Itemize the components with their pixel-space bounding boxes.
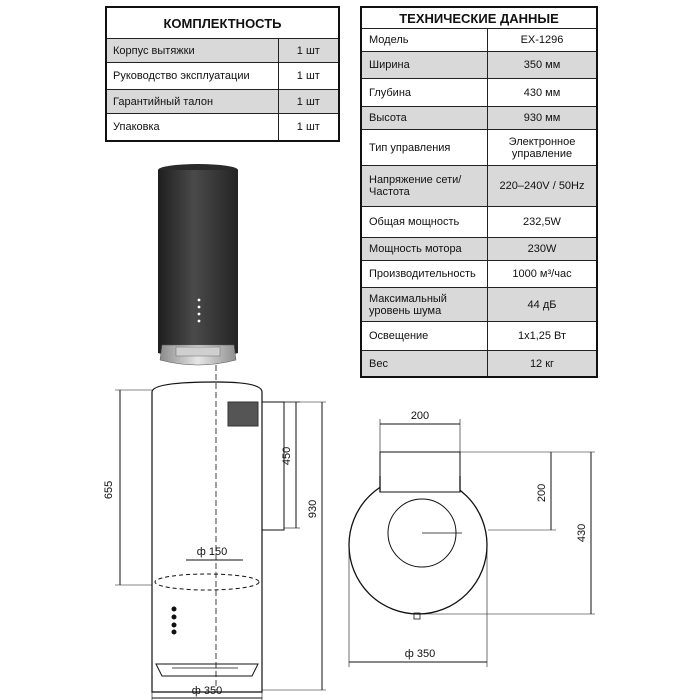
spec-value: 230W <box>488 238 598 261</box>
dim-duct-depth: 200 <box>536 483 548 503</box>
kit-item-name: Руководство эксплуатации <box>106 63 278 90</box>
dim-450: 450 <box>281 446 293 466</box>
spec-value: 12 кг <box>488 351 598 378</box>
dim-930: 930 <box>307 499 319 519</box>
spec-param: Тип управления <box>361 130 488 166</box>
dim-duct-diameter: ф 150 <box>196 546 228 558</box>
kit-title: КОМПЛЕКТНОСТЬ <box>106 7 339 39</box>
control-button-icon <box>172 623 176 627</box>
spec-param: Мощность мотора <box>361 238 488 261</box>
indicator-led <box>198 299 201 302</box>
spec-param: Ширина <box>361 52 488 79</box>
spec-param: Модель <box>361 29 488 52</box>
spec-value: Электронное управление <box>488 130 598 166</box>
spec-value: 930 мм <box>488 107 598 130</box>
kit-item-name: Гарантийный талон <box>106 90 278 114</box>
spec-value: 220–240V / 50Hz <box>488 166 598 207</box>
control-button-icon <box>172 615 176 619</box>
spec-param: Освещение <box>361 322 488 351</box>
dim-655: 655 <box>103 480 115 500</box>
kit-item-qty: 1 шт <box>278 90 339 114</box>
kit-item-name: Корпус вытяжки <box>106 39 278 63</box>
spec-value: 1000 м³/час <box>488 261 598 288</box>
side-view-drawing <box>115 365 326 700</box>
spec-value: 1х1,25 Вт <box>488 322 598 351</box>
indicator-led <box>198 306 201 309</box>
dim-top-diameter: ф 350 <box>404 648 436 660</box>
control-button-icon <box>172 630 176 634</box>
hood-product-image <box>158 164 238 365</box>
spec-param: Вес <box>361 351 488 378</box>
spec-value: 430 мм <box>488 79 598 107</box>
kit-item-qty: 1 шт <box>278 39 339 63</box>
kit-item-qty: 1 шт <box>278 114 339 142</box>
spec-value: 350 мм <box>488 52 598 79</box>
spec-value: 44 дБ <box>488 288 598 322</box>
dim-depth: 430 <box>576 523 588 543</box>
dim-body-diameter: ф 350 <box>191 685 223 697</box>
dim-duct-width: 200 <box>410 410 430 422</box>
spec-param: Общая мощность <box>361 207 488 238</box>
spec-param: Высота <box>361 107 488 130</box>
spec-param: Максимальный уровень шума <box>361 288 488 322</box>
kit-item-qty: 1 шт <box>278 63 339 90</box>
spec-value: EX-1296 <box>488 29 598 52</box>
top-view-drawing <box>349 419 595 667</box>
spec-value: 232,5W <box>488 207 598 238</box>
spec-param: Производительность <box>361 261 488 288</box>
spec-param: Напряжение сети/ Частота <box>361 166 488 207</box>
spec-param: Глубина <box>361 79 488 107</box>
control-button-icon <box>172 607 176 611</box>
kit-item-name: Упаковка <box>106 114 278 142</box>
spec-title: ТЕХНИЧЕСКИЕ ДАННЫЕ <box>361 7 597 29</box>
indicator-led <box>198 320 201 323</box>
indicator-led <box>198 313 201 316</box>
